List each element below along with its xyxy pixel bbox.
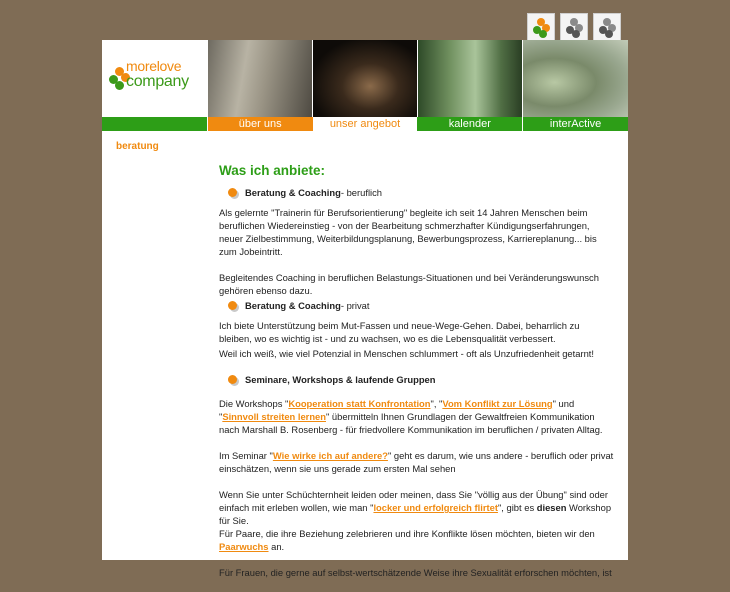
section-heading-privat	[228, 299, 614, 312]
nav-kalender[interactable]: kalender	[417, 117, 522, 131]
link-paarwuchs[interactable]: Paarwuchs	[219, 541, 269, 552]
section-suffix: - beruflich	[340, 187, 383, 198]
header-photo-1	[208, 40, 312, 117]
section-heading-beruflich	[228, 186, 614, 199]
nav-spacer	[102, 117, 207, 131]
nav-unser-angebot[interactable]: unser angebot	[313, 117, 418, 131]
logo-text	[126, 59, 189, 89]
flower-icon-gray[interactable]	[560, 13, 588, 41]
section-title: Seminare, Workshops & laufende Gruppen	[245, 374, 436, 385]
text: Für Paare, die ihre Beziehung zelebrieren und ihre Konflikte lösen möchten, bieten wir den	[219, 528, 595, 539]
text: ", "	[430, 398, 443, 409]
section-title: Beratung & Coaching	[245, 187, 341, 198]
text: " und "	[219, 398, 575, 422]
text: an.	[268, 541, 285, 552]
text: " übermitteln Ihnen Grundlagen der Gewaltfreien Kommunikation nach Marshall B. Rosenberg - für friedvollere Kommunikation im beruflichen / privaten Alltag.	[219, 411, 603, 435]
link-sinnvoll-streiten[interactable]: Sinnvoll streiten lernen	[222, 411, 326, 422]
header-photo-3	[418, 40, 522, 117]
bullet-flower-icon	[228, 301, 237, 310]
nav-ueber-uns[interactable]: über uns	[208, 117, 313, 131]
text: Wenn Sie unter Schüchternheit leiden oder meinen, dass Sie "völlig aus der Übung" sind oder einfach mit erleben wollen, wie man "	[219, 489, 609, 513]
section-suffix: - privat	[340, 300, 370, 311]
header-photo-2	[313, 40, 417, 117]
main-content	[219, 164, 614, 592]
paragraph-frauen: Für Frauen, die gerne auf selbst-wertschätzende Weise ihre Sexualität erforschen möchten, ist	[219, 567, 612, 578]
link-vom-konflikt[interactable]: Vom Konflikt zur Lösung	[442, 398, 553, 409]
link-flirten[interactable]: locker und erfolgreich flirtet	[373, 502, 498, 513]
paragraph-workshops	[219, 397, 614, 436]
section-title: Beratung & Coaching	[245, 300, 341, 311]
bullet-flower-icon	[228, 375, 237, 384]
text-bold: diesen	[536, 502, 567, 513]
logo[interactable]	[102, 40, 207, 117]
header-photo-4	[523, 40, 628, 117]
logo-line-1: morelove	[126, 58, 182, 74]
text: Im Seminar "	[219, 450, 273, 461]
logo-line-2: company	[126, 73, 189, 90]
flower-icon-orange[interactable]	[527, 13, 555, 41]
language-icons	[527, 13, 621, 41]
section-heading-seminare	[228, 373, 614, 386]
breadcrumb: beratung	[116, 141, 159, 152]
paragraph-flirt	[219, 488, 614, 553]
flower-icon-gray-2[interactable]	[593, 13, 621, 41]
paragraph: Als gelernte "Trainerin für Berufsorientierung" begleite ich seit 14 Jahren Menschen beim beruflichen Wiedereinstieg - von der Bearbeitung schmerzhafter Kündigungserfahrungen, neuer Zielbestimmung, Weiterbildungsplanung, Bewerbungsprozess, Karriereplanung... bis zum Jobeintritt.	[219, 207, 597, 257]
text: Workshop für Sie.	[219, 502, 612, 526]
nav-interactive[interactable]: interActive	[523, 117, 628, 131]
page-frame	[102, 40, 628, 578]
text: " geht es darum, wie uns andere - beruflich oder privat einschätzen, wenn sie uns gerade zum ersten Mal sehen	[219, 450, 614, 474]
main-nav	[102, 117, 628, 131]
page-heading: Was ich anbiete:	[219, 163, 326, 178]
header	[102, 40, 628, 117]
text: Die Workshops "	[219, 398, 289, 409]
link-kooperation[interactable]: Kooperation statt Konfrontation	[288, 398, 431, 409]
text: ", gibt es	[497, 502, 537, 513]
link-wie-wirke-ich[interactable]: Wie wirke ich auf andere?	[272, 450, 388, 461]
paragraph-seminar	[219, 449, 614, 475]
paragraph: Weil ich weiß, wie viel Potenzial in Menschen schlummert - oft als Unzufriedenheit getarnt!	[219, 348, 594, 359]
paragraph: Ich biete Unterstützung beim Mut-Fassen und neue-Wege-Gehen. Dabei, beharrlich zu bleiben, wo es wichtig ist - und zu wachsen, wo es die Lebensqualität verbessert.	[219, 320, 580, 344]
bullet-flower-icon	[228, 188, 237, 197]
paragraph: Begleitendes Coaching in beruflichen Belastungs-Situationen und bei Veränderungswunsch gehören ebenso dazu.	[219, 272, 599, 296]
